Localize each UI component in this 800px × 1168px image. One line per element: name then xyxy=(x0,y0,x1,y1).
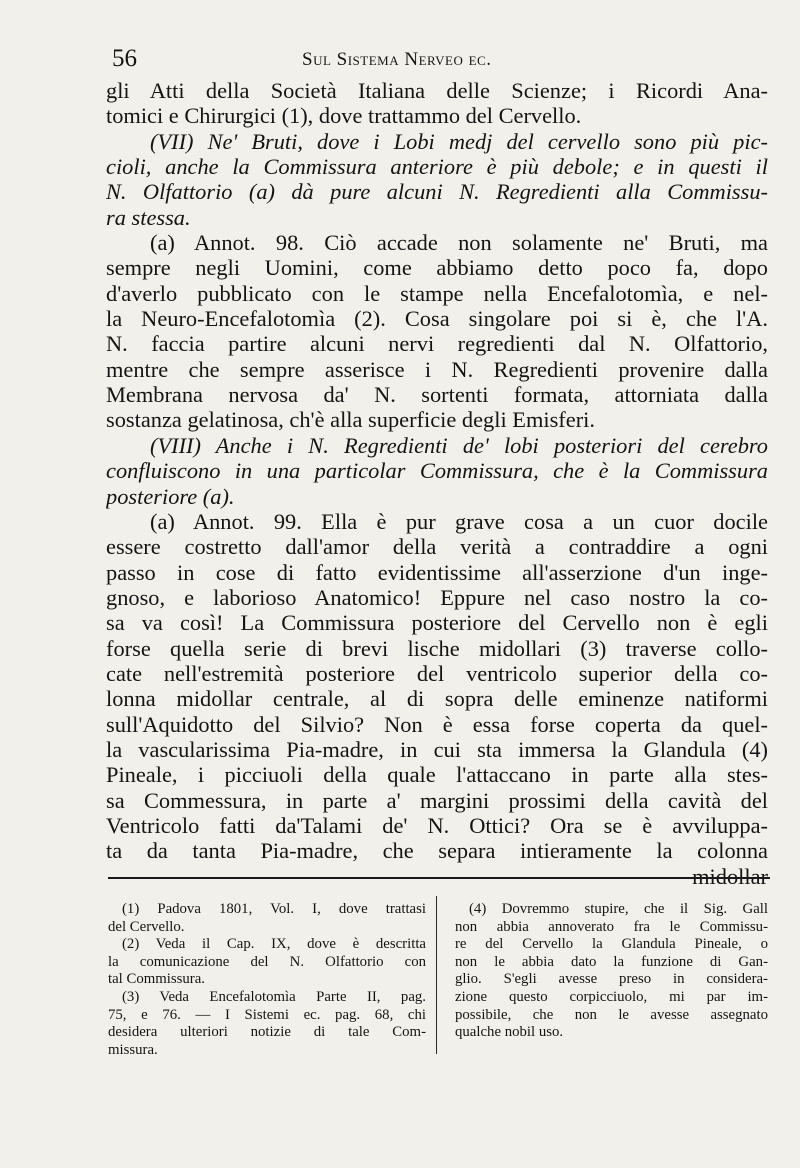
annotation-99-line: gnoso, e laborioso Anatomico! Eppure nel caso nostro la co- xyxy=(106,584,768,610)
footnote-4: non le abbia dato la funzione di Gan- xyxy=(455,953,768,970)
annotation-99-line: la vascularissima Pia-madre, in cui sta immersa la Glandula (4) xyxy=(106,736,768,762)
paragraph-viii-line: confluiscono in una particolar Commissura, che è la Commissura xyxy=(106,458,768,484)
footnote-3: (3) Veda Encefalotomìa Parte II, pag. xyxy=(122,988,426,1005)
annotation-99-line: passo in cose di fatto evidentissime all'asserzione d'un inge- xyxy=(106,559,768,585)
main-text xyxy=(106,78,768,889)
catchword: midollar xyxy=(692,863,768,889)
paragraph-viii-line: posteriore (a). xyxy=(106,483,235,509)
footnotes-left-column xyxy=(108,901,426,1059)
footnote-3: missura. xyxy=(108,1041,158,1058)
text-line: gli Atti della Società Italiana delle Scienze; i Ricordi Ana- xyxy=(106,78,768,103)
footnote-4: qualche nobil uso. xyxy=(455,1024,564,1041)
annotation-99-line: cate nell'estremità posteriore del ventricolo superior della co- xyxy=(106,660,768,686)
annotation-98-line: d'averlo pubblicato con le stampe nella Encefalotomìa, e nel- xyxy=(106,280,768,306)
annotation-99-line: sa va così! La Commissura posteriore del Cervello non è egli xyxy=(106,610,768,636)
annotation-98-line: (a) Annot. 98. Ciò accade non solamente ne' Bruti, ma xyxy=(150,230,768,256)
footnote-1: del Cervello. xyxy=(108,918,185,935)
footnote-1: (1) Padova 1801, Vol. I, dove trattasi xyxy=(122,901,426,917)
footnote-4: non abbia annoverato fra le Commissu- xyxy=(455,918,768,935)
annotation-99-line: ta da tanta Pia-madre, che separa intieramente la colonna xyxy=(106,838,768,864)
paragraph-vii-line: cioli, anche la Commissura anteriore è più debole; e in questi il xyxy=(106,154,768,180)
paragraph-vii-line: (VII) Ne' Bruti, dove i Lobi medj del cervello sono più pic- xyxy=(150,128,768,154)
footnote-2: (2) Veda il Cap. IX, dove è descritta xyxy=(122,936,426,953)
page-header xyxy=(112,44,762,78)
annotation-98-line: Membrana nervosa da' N. sortenti formata, attorniata dalla xyxy=(106,382,768,408)
page-number: 56 xyxy=(112,45,137,72)
annotation-99-line: Ventricolo fatti da'Talami de' N. Ottici? Ora se è avviluppa- xyxy=(106,812,768,838)
footnote-3: desidera ulteriori notizie di tale Com- xyxy=(108,1024,426,1041)
paragraph-vii-line: N. Olfattorio (a) dà pure alcuni N. Regredienti alla Commissu- xyxy=(106,179,768,205)
annotation-99-line: forse quella serie di brevi lische midollari (3) traverse collo- xyxy=(106,635,768,661)
annotation-98-line: mentre che sempre asserisce i N. Regredienti provenire dalla xyxy=(106,356,768,382)
annotation-98-line: la Neuro-Encefalotomìa (2). Cosa singolare poi si è, che l'A. xyxy=(106,306,768,332)
footnote-2: la comunicazione del N. Olfattorio con xyxy=(108,953,426,970)
annotation-99-line: sull'Aquidotto del Silvio? Non è essa forse coperta da quel- xyxy=(106,711,768,737)
annotation-98-line: sempre negli Uomini, come abbiamo detto poco fa, dopo xyxy=(106,255,768,281)
footnote-4: (4) Dovremmo stupire, che il Sig. Gall xyxy=(469,901,768,917)
footnote-rule xyxy=(108,877,770,879)
footnotes-right-column xyxy=(455,901,768,1042)
footnote-4: glio. S'egli avesse preso in considera- xyxy=(455,971,768,988)
footnote-column-divider xyxy=(436,896,437,1054)
annotation-98-line: sostanza gelatinosa, ch'è alla superficie degli Emisferi. xyxy=(106,407,595,433)
footnote-4: zione questo corpicciuolo, mi par im- xyxy=(455,988,768,1005)
text-line: tomici e Chirurgici (1), dove trattammo del Cervello. xyxy=(106,103,582,129)
running-title: Sul Sistema Nerveo ec. xyxy=(302,49,492,70)
annotation-99-line: Pineale, i picciuoli della quale l'attaccano in parte alla stes- xyxy=(106,762,768,788)
annotation-98-line: N. faccia partire alcuni nervi regredienti dal N. Olfattorio, xyxy=(106,331,768,357)
annotation-99-line: sa Commessura, in parte a' margini prossimi della cavità del xyxy=(106,787,768,813)
footnote-3: 75, e 76. — I Sistemi ec. pag. 68, chi xyxy=(108,1006,426,1023)
annotation-99-line: essere costretto dall'amor della verità a contraddire a ogni xyxy=(106,534,768,560)
footnote-4: re del Cervello la Glandula Pineale, o xyxy=(455,936,768,953)
annotation-99-line: (a) Annot. 99. Ella è pur grave cosa a un cuor docile xyxy=(150,508,768,534)
footnote-2: tal Commissura. xyxy=(108,971,205,988)
footnote-4: possibile, che non le avesse assegnato xyxy=(455,1006,768,1023)
paragraph-viii-line: (VIII) Anche i N. Regredienti de' lobi posteriori del cerebro xyxy=(150,432,768,458)
paragraph-vii-line: ra stessa. xyxy=(106,204,191,230)
annotation-99-line: lonna midollar centrale, al di sopra delle eminenze natiformi xyxy=(106,686,768,712)
